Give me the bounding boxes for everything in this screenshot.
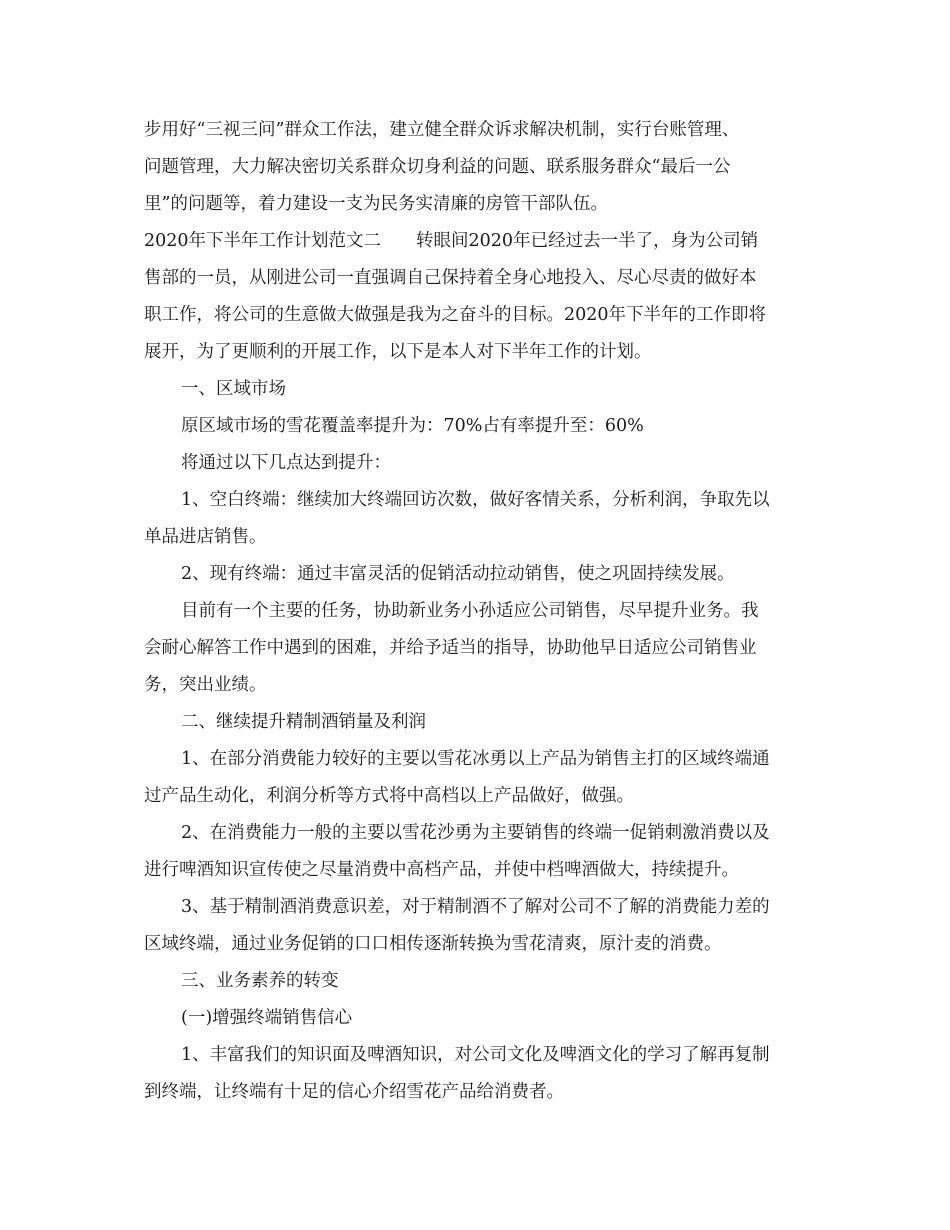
paragraph-line: 步用好“三视三问”群众工作法，建立健全群众诉求解决机制，实行台账管理、 <box>144 120 740 140</box>
paragraph-line: 务，突出业绩。 <box>144 675 267 695</box>
list-item-line: 1、在部分消费能力较好的主要以雪花冰勇以上产品为销售主打的区域终端通 <box>181 749 770 769</box>
list-item-line: 单品进店销售。 <box>144 527 267 547</box>
paragraph-line: 目前有一个主要的任务，协助新业务小孙适应公司销售，尽早提升业务。我 <box>181 601 759 621</box>
paragraph-line: 问题管理，大力解决密切关系群众切身利益的问题、联系服务群众“最后一公 <box>144 157 731 177</box>
list-item-line: 区域终端，通过业务促销的口口相传逐渐转换为雪花清爽，原汁麦的消费。 <box>144 934 722 954</box>
subheading-line: (一)增强终端销售信心 <box>181 1008 353 1028</box>
list-item-line: 2、现有终端：通过丰富灵活的促销活动拉动销售，使之巩固持续发展。 <box>181 564 735 584</box>
heading-line: 一、区域市场 <box>181 379 286 399</box>
list-item-line: 3、基于精制酒消费意识差，对于精制酒不了解对公司不了解的消费能力差的 <box>181 897 770 917</box>
section-title-line: 2020年下半年工作计划范文二 转眼间2020年已经过去一半了，身为公司销 <box>144 231 759 251</box>
paragraph-line: 会耐心解答工作中遇到的困难，并给予适当的指导，协助他早日适应公司销售业 <box>144 638 757 658</box>
list-item-line: 进行啤酒知识宣传使之尽量消费中高档产品，并使中档啤酒做大，持续提升。 <box>144 860 739 880</box>
heading-line: 二、继续提升精制酒销量及利润 <box>181 712 426 732</box>
heading-line: 三、业务素养的转变 <box>181 971 339 991</box>
paragraph-line: 原区域市场的雪花覆盖率提升为：70%占有率提升至：60% <box>181 416 644 436</box>
list-item-line: 2、在消费能力一般的主要以雪花沙勇为主要销售的终端一促销刺激消费以及 <box>181 823 770 843</box>
paragraph-line: 售部的一员，从刚进公司一直强调自己保持着全身心地投入、尽心尽责的做好本 <box>144 268 757 288</box>
paragraph-line: 里”的问题等，着力建设一支为民务实清廉的房管干部队伍。 <box>144 194 608 214</box>
list-item-line: 到终端，让终端有十足的信心介绍雪花产品给消费者。 <box>144 1082 564 1102</box>
paragraph-line: 将通过以下几点达到提升： <box>181 453 391 473</box>
list-item-line: 1、空白终端：继续加大终端回访次数，做好客情关系，分析利润，争取先以 <box>181 490 770 510</box>
list-item-line: 1、丰富我们的知识面及啤酒知识，对公司文化及啤酒文化的学习了解再复制 <box>181 1045 770 1065</box>
paragraph-line: 职工作，将公司的生意做大做强是我为之奋斗的目标。2020年下半年的工作即将 <box>144 305 767 325</box>
list-item-line: 过产品生动化，利润分析等方式将中高档以上产品做好，做强。 <box>144 786 634 806</box>
paragraph-line: 展开，为了更顺利的开展工作，以下是本人对下半年工作的计划。 <box>144 342 652 362</box>
